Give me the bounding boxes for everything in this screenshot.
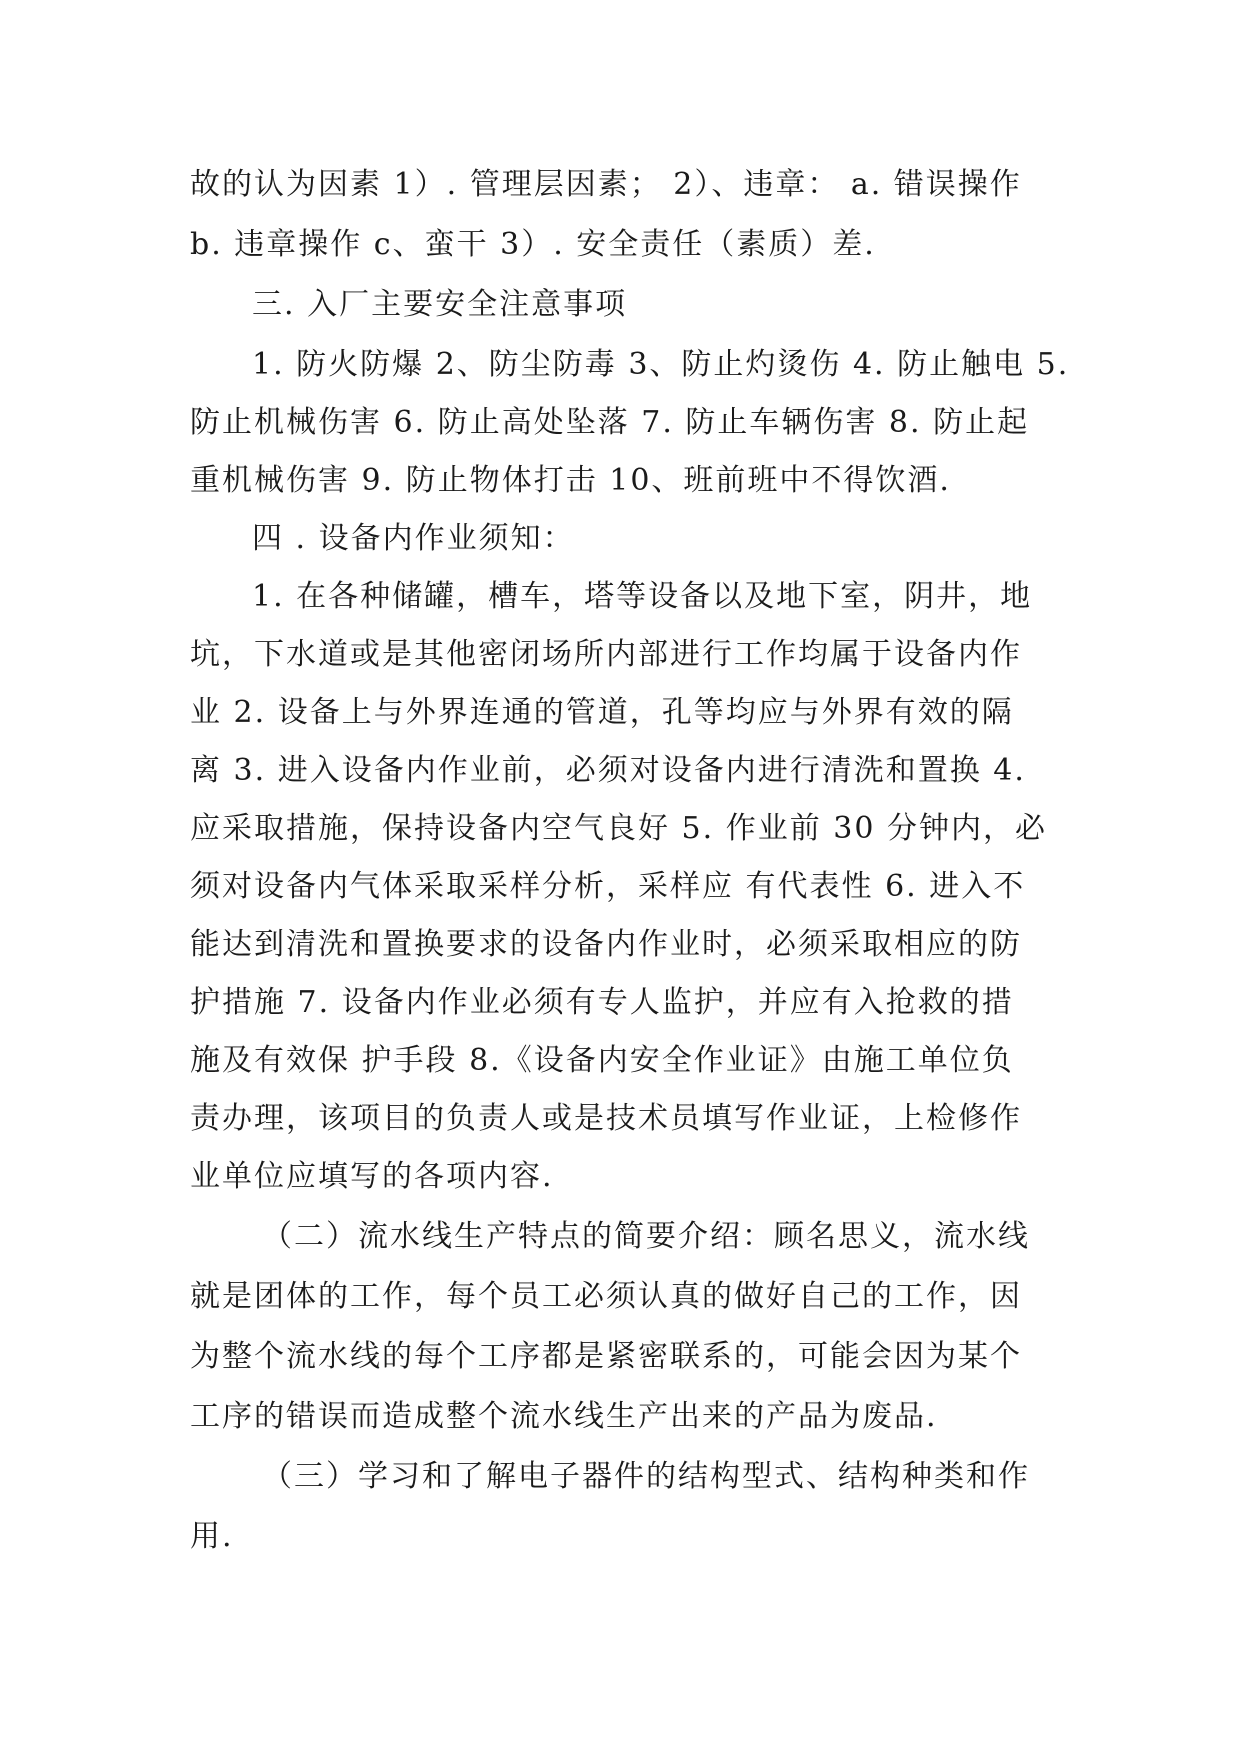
text-line: 应采取措施，保持设备内空气良好 5. 作业前 30 分钟内，必 xyxy=(190,811,1047,846)
section-heading: 四 . 设备内作业须知： xyxy=(252,521,575,556)
text-line: 业 2. 设备上与外界连通的管道，孔等均应与外界有效的隔 xyxy=(190,695,1014,730)
text-line: 护措施 7. 设备内作业必须有专人监护，并应有入抢救的措 xyxy=(190,985,1014,1020)
text-line: b. 违章操作 c、蛮干 3）. 安全责任（素质）差. xyxy=(190,227,876,262)
text-line: 离 3. 进入设备内作业前，必须对设备内进行清洗和置换 4. xyxy=(190,753,1026,788)
paragraph-heading: （三）学习和了解电子器件的结构型式、结构种类和作 xyxy=(262,1459,1030,1494)
section-heading: 三. 入厂主要安全注意事项 xyxy=(252,287,628,322)
text-line: 就是团体的工作，每个员工必须认真的做好自己的工作，因 xyxy=(190,1279,1022,1314)
text-line: 工序的错误而造成整个流水线生产出来的产品为废品. xyxy=(190,1399,938,1434)
text-line: 坑，下水道或是其他密闭场所内部进行工作均属于设备内作 xyxy=(190,637,1022,672)
paragraph-heading: （二）流水线生产特点的简要介绍：顾名思义，流水线 xyxy=(262,1219,1030,1254)
text-line: 能达到清洗和置换要求的设备内作业时，必须采取相应的防 xyxy=(190,927,1022,962)
text-line: 1. 防火防爆 2、防尘防毒 3、防止灼烫伤 4. 防止触电 5. xyxy=(252,347,1070,382)
text-line: 业单位应填写的各项内容. xyxy=(190,1159,554,1194)
text-line: 故的认为因素 1）. 管理层因素； 2）、违章： a. 错误操作 xyxy=(190,167,1022,202)
text-line: 1. 在各种储罐，槽车，塔等设备以及地下室，阴井，地 xyxy=(252,579,1033,614)
text-line: 责办理，该项目的负责人或是技术员填写作业证，上检修作 xyxy=(190,1101,1022,1136)
text-line: 须对设备内气体采取采样分析，采样应 有代表性 6. 进入不 xyxy=(190,869,1026,904)
text-line: 用. xyxy=(190,1519,234,1554)
text-line: 防止机械伤害 6. 防止高处坠落 7. 防止车辆伤害 8. 防止起 xyxy=(190,405,1030,440)
text-line: 重机械伤害 9. 防止物体打击 10、班前班中不得饮酒. xyxy=(190,463,951,498)
text-line: 为整个流水线的每个工序都是紧密联系的，可能会因为某个 xyxy=(190,1339,1022,1374)
text-line: 施及有效保 护手段 8.《设备内安全作业证》由施工单位负 xyxy=(190,1043,1014,1078)
